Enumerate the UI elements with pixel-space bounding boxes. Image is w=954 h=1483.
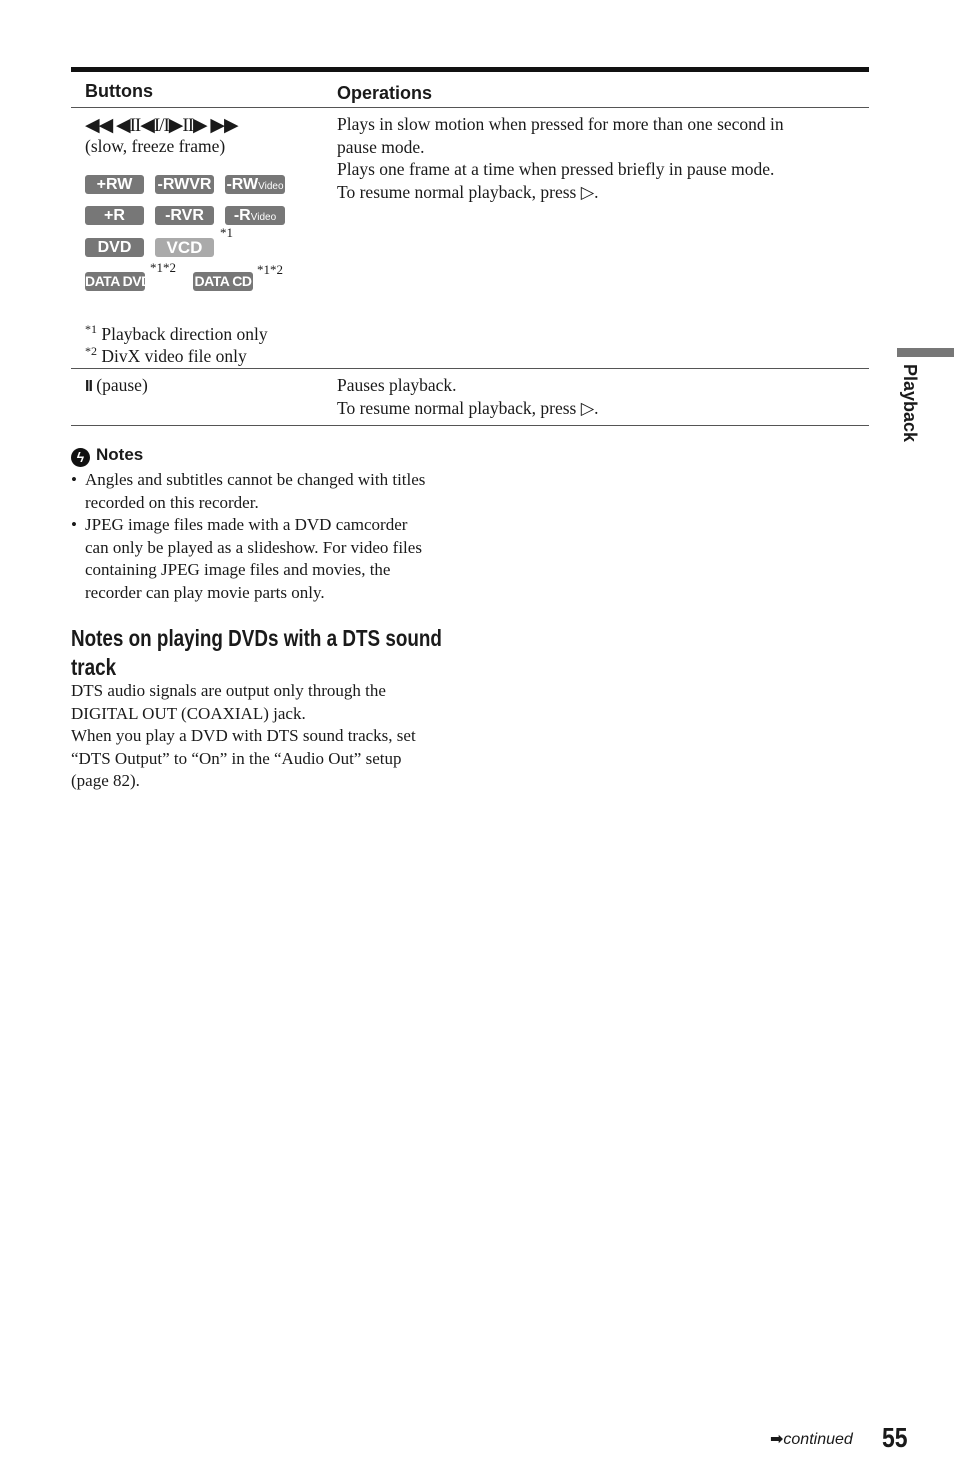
note-item: • Angles and subtitles cannot be changed with titles recorded on this recorder. (71, 470, 426, 512)
header-operations: Operations (337, 83, 433, 103)
dts-section-title: Notes on playing DVDs with a DTS sound track (71, 625, 442, 680)
badge-plus-rw: +RW (85, 175, 144, 194)
badge-data-dvd: DATA DVD (85, 273, 151, 289)
note-item: • JPEG image files made with a DVD camcorder can only be played as a slideshow. For video files containing JPEG image files and movies, the recorder can play movie parts only. (71, 515, 422, 602)
continued-indicator: ➡continued (770, 1431, 853, 1448)
badge-vcd: VCD (155, 238, 214, 257)
footnote-2: $^{*2}$ DivX video file only (85, 344, 247, 366)
table-row-slow-freeze (71, 108, 869, 369)
badge-minus-r-video: -RVideo (225, 206, 285, 225)
notes-list (71, 469, 461, 604)
badge-dvd: DVD (85, 238, 144, 257)
pause-button: II (pause) (85, 375, 148, 395)
table-row-pause (71, 369, 869, 426)
vcd-footnote-mark: *1 (220, 225, 233, 240)
pause-icon: II (85, 378, 92, 395)
footnote-1: $^{*1}$ Playback direction only (85, 322, 268, 344)
operations-table (71, 67, 869, 426)
chapter-tab-marker (897, 348, 954, 357)
badge-minus-rw-vr: -RWVR (155, 175, 214, 194)
badge-minus-r-vr: -RVR (155, 206, 214, 225)
page-number: 55 (882, 1422, 908, 1453)
table-header (71, 72, 869, 108)
notes-icon: ϟ (71, 448, 90, 467)
chapter-tab-label: Playback (900, 364, 920, 443)
badge-minus-rw-video: -RWVideo (226, 176, 284, 193)
slow-freeze-operations: Plays in slow motion when pressed for more than one second in pause mode. Plays one frame at a time when pressed briefly in pause mode. To resume normal playback, press ▷. (337, 114, 784, 202)
badge-plus-r: +R (85, 206, 144, 225)
pause-operations: Pauses playback. To resume normal playback, press ▷. (337, 375, 599, 418)
badge-data-cd: DATA CD (194, 273, 252, 289)
slow-freeze-button-symbols: ◀◀ ◀II◀I/I▶II▶ ▶▶ (85, 115, 238, 136)
data-cd-footnote-mark: *1*2 (257, 262, 283, 277)
slow-freeze-caption: (slow, freeze frame) (85, 136, 226, 156)
dts-section-body: DTS audio signals are output only through the DIGITAL OUT (COAXIAL) jack. When you play a DVD with DTS sound tracks, set “DTS Output” to “On” in the “Audio Out” setup (page 82). (71, 681, 416, 790)
arrow-right-icon: ➡ (770, 1431, 784, 1448)
data-dvd-footnote-mark: *1*2 (150, 260, 176, 275)
notes-heading: ϟ Notes (71, 445, 143, 467)
header-buttons: Buttons (85, 81, 153, 101)
